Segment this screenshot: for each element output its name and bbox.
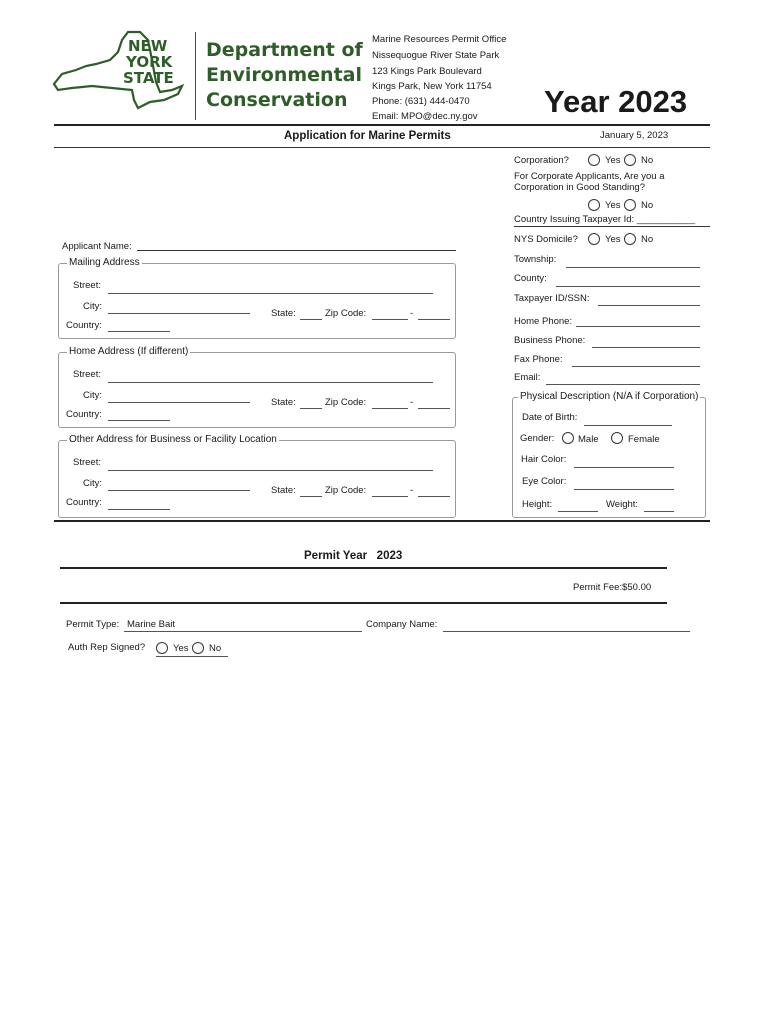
other-zip-input[interactable] <box>372 496 408 497</box>
business-phone-input[interactable] <box>592 347 700 348</box>
other-zip-label: Zip Code: <box>325 485 367 496</box>
permit-fee-rule <box>60 602 667 604</box>
county-input[interactable] <box>556 286 700 287</box>
form-title: Application for Marine Permits <box>284 130 451 142</box>
good-standing-question-1: For Corporate Applicants, Are you a <box>514 171 665 182</box>
gender-female-label: Female <box>628 434 660 445</box>
township-label: Township: <box>514 254 557 265</box>
gender-male-radio[interactable] <box>562 432 574 444</box>
corporation-yes-radio[interactable] <box>588 154 600 166</box>
mailing-city-input[interactable] <box>108 313 250 314</box>
mailing-address-box <box>58 263 456 339</box>
permit-title-rule <box>60 567 667 569</box>
fax-phone-label: Fax Phone: <box>514 354 563 365</box>
home-state-label: State: <box>271 397 296 408</box>
home-zip4-input[interactable] <box>418 408 450 409</box>
form-date: January 5, 2023 <box>600 130 669 141</box>
home-zip-label: Zip Code: <box>325 397 367 408</box>
other-address-box <box>58 440 456 518</box>
taxpayer-input[interactable] <box>598 305 700 306</box>
fax-phone-input[interactable] <box>572 366 700 367</box>
office-email: Email: MPO@dec.ny.gov <box>372 111 478 122</box>
good-standing-question-2: Corporation in Good Standing? <box>514 182 645 193</box>
corporation-yes-label: Yes <box>605 155 621 166</box>
dob-input[interactable] <box>584 425 672 426</box>
domicile-yes-radio[interactable] <box>588 233 600 245</box>
home-city-label: City: <box>83 390 102 401</box>
gender-label: Gender: <box>520 433 555 444</box>
permit-fee: Permit Fee:$50.00 <box>573 582 652 593</box>
permit-type-label: Permit Type: <box>66 619 120 630</box>
hair-color-input[interactable] <box>574 467 674 468</box>
year-title: Year 2023 <box>544 84 688 119</box>
mailing-country-input[interactable] <box>108 331 170 332</box>
hair-color-label: Hair Color: <box>521 454 567 465</box>
other-country-label: Country: <box>66 497 102 508</box>
applicant-name-label: Applicant Name: <box>62 241 132 252</box>
mailing-street-label: Street: <box>73 280 101 291</box>
height-input[interactable] <box>558 511 598 512</box>
county-label: County: <box>514 273 547 284</box>
permit-year-title: Permit Year 2023 <box>304 550 403 562</box>
auth-rep-no-label: No <box>209 643 222 654</box>
other-city-input[interactable] <box>108 490 250 491</box>
mailing-zip-input[interactable] <box>372 319 408 320</box>
home-country-label: Country: <box>66 409 102 420</box>
logo-york: YORK <box>126 53 173 71</box>
company-name-label: Company Name: <box>366 619 438 630</box>
other-city-label: City: <box>83 478 102 489</box>
domicile-no-radio[interactable] <box>624 233 636 245</box>
office-line-2: Nissequogue River State Park <box>372 50 500 61</box>
mailing-zip4-input[interactable] <box>418 319 450 320</box>
email-label: Email: <box>514 372 541 383</box>
physical-description-legend: Physical Description (N/A if Corporation) <box>520 391 699 402</box>
mailing-country-label: Country: <box>66 320 102 331</box>
logo-department: Department of <box>206 39 363 61</box>
mailing-zip-label: Zip Code: <box>325 308 367 319</box>
height-label: Height: <box>522 499 553 510</box>
mailing-state-label: State: <box>271 308 296 319</box>
other-state-label: State: <box>271 485 296 496</box>
dob-label: Date of Birth: <box>522 412 578 423</box>
auth-rep-yes-label: Yes <box>173 643 189 654</box>
business-phone-label: Business Phone: <box>514 335 586 346</box>
permit-type-input-line <box>124 631 362 632</box>
other-country-input[interactable] <box>108 509 170 510</box>
home-city-input[interactable] <box>108 402 250 403</box>
home-address-legend: Home Address (If different) <box>69 346 189 357</box>
taxpayer-label: Taxpayer ID/SSN: <box>514 293 590 304</box>
logo-new: NEW <box>128 37 168 55</box>
office-phone: Phone: (631) 444-0470 <box>372 96 470 107</box>
other-street-input[interactable] <box>108 470 433 471</box>
home-phone-input[interactable] <box>576 326 700 327</box>
home-state-input[interactable] <box>300 408 322 409</box>
header-rule <box>54 124 710 126</box>
permit-type-value[interactable]: Marine Bait <box>127 619 176 630</box>
auth-rep-no-radio[interactable] <box>192 642 204 654</box>
corp-rule <box>514 226 710 227</box>
township-input[interactable] <box>566 267 700 268</box>
nys-domicile-label: NYS Domicile? <box>514 234 578 245</box>
other-street-label: Street: <box>73 457 101 468</box>
logo-environmental: Environmental <box>206 64 362 86</box>
company-name-input[interactable] <box>443 631 690 632</box>
weight-input[interactable] <box>644 511 674 512</box>
gender-female-radio[interactable] <box>611 432 623 444</box>
other-zip-dash: - <box>410 485 414 496</box>
applicant-name-input[interactable] <box>137 250 456 251</box>
auth-rep-underline <box>156 656 228 657</box>
logo-divider <box>195 32 196 120</box>
weight-label: Weight: <box>606 499 639 510</box>
mailing-address-legend: Mailing Address <box>69 257 140 268</box>
good-standing-no-radio[interactable] <box>624 199 636 211</box>
home-zip-dash: - <box>410 397 414 408</box>
mailing-street-input[interactable] <box>108 293 433 294</box>
home-zip-input[interactable] <box>372 408 408 409</box>
other-zip4-input[interactable] <box>418 496 450 497</box>
good-standing-no-label: No <box>641 200 654 211</box>
mailing-state-input[interactable] <box>300 319 322 320</box>
good-standing-yes-label: Yes <box>605 200 621 211</box>
other-address-legend: Other Address for Business or Facility Location <box>69 434 277 445</box>
home-phone-label: Home Phone: <box>514 316 573 327</box>
home-street-input[interactable] <box>108 382 433 383</box>
office-line-3: 123 Kings Park Boulevard <box>372 66 482 77</box>
mailing-city-label: City: <box>83 301 102 312</box>
home-address-box <box>58 352 456 428</box>
corporation-no-label: No <box>641 155 654 166</box>
home-street-label: Street: <box>73 369 101 380</box>
office-line-4: Kings Park, New York 11754 <box>372 81 492 92</box>
eye-color-input[interactable] <box>574 489 674 490</box>
logo-state: STATE <box>123 69 174 87</box>
email-input[interactable] <box>546 384 700 385</box>
corporation-label: Corporation? <box>514 155 569 166</box>
logo-conservation: Conservation <box>206 89 348 111</box>
home-country-input[interactable] <box>108 420 170 421</box>
other-state-input[interactable] <box>300 496 322 497</box>
title-rule <box>54 147 710 148</box>
domicile-yes-label: Yes <box>605 234 621 245</box>
domicile-no-label: No <box>641 234 654 245</box>
applicant-section-rule <box>54 520 710 522</box>
gender-male-label: Male <box>578 434 599 445</box>
eye-color-label: Eye Color: <box>522 476 567 487</box>
auth-rep-label: Auth Rep Signed? <box>68 642 146 653</box>
corporation-no-radio[interactable] <box>624 154 636 166</box>
country-taxpayer-field[interactable]: Country Issuing Taxpayer Id: ___________ <box>514 214 695 225</box>
auth-rep-yes-radio[interactable] <box>156 642 168 654</box>
good-standing-yes-radio[interactable] <box>588 199 600 211</box>
office-line-1: Marine Resources Permit Office <box>372 34 507 45</box>
mailing-zip-dash: - <box>410 308 414 319</box>
